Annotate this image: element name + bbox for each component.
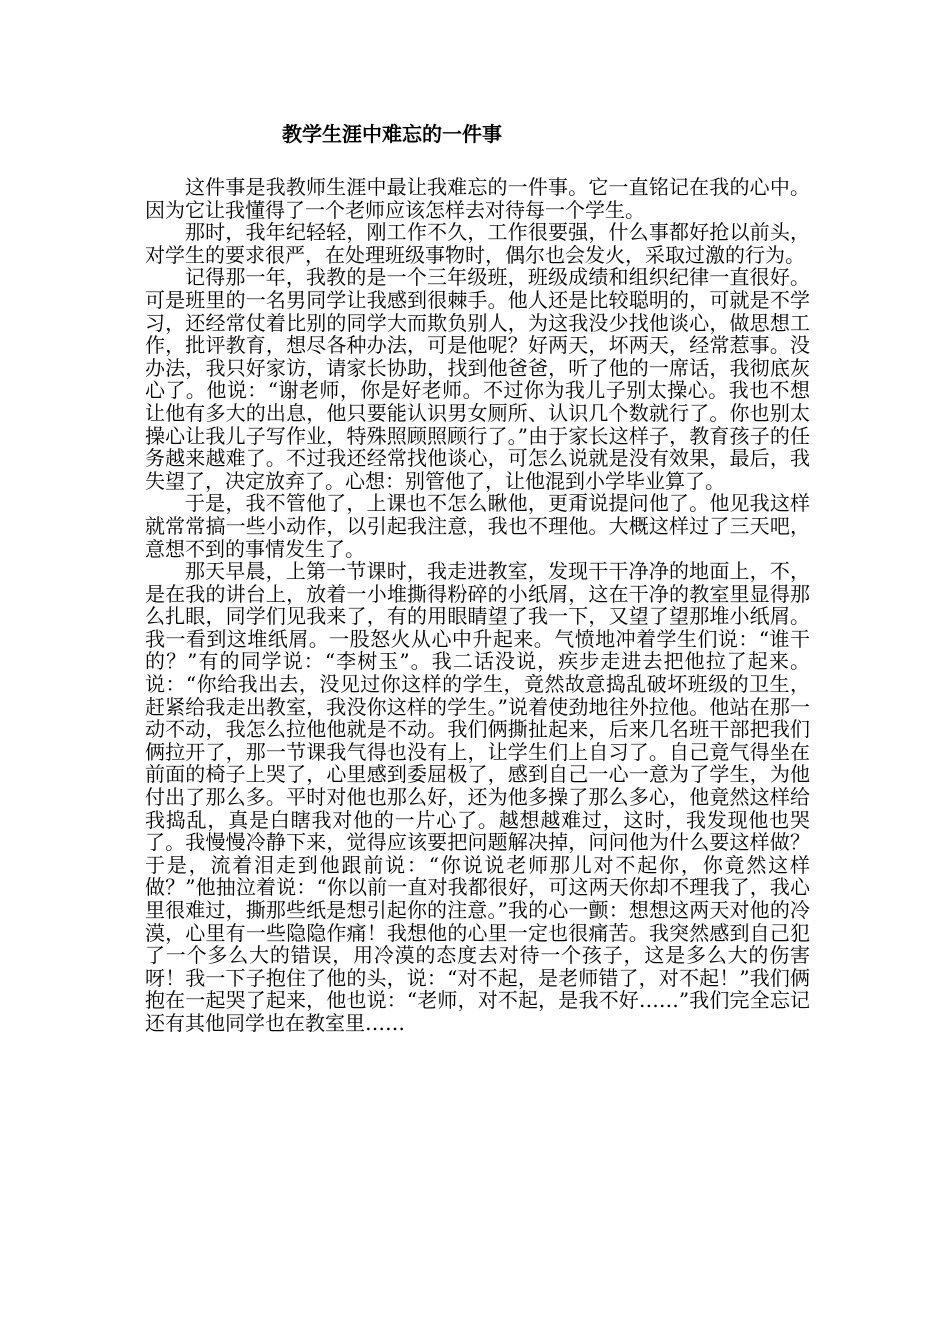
document-title: 教学生涯中难忘的一件事 — [282, 122, 502, 146]
paragraph-1: 这件事是我教师生涯中最让我难忘的一件事。它一直铭记在我的心中。因为它让我懂得了一个老师应该怎样去对待每一个学生。 — [145, 175, 810, 222]
document-body — [145, 176, 810, 1035]
document-page — [145, 120, 810, 1035]
paragraph-4: 于是，我不管他了，上课也不怎么瞅他，更甭说提问他了。他见我这样就常常搞一些小动作，以引起我注意，我也不理他。大概这样过了三天吧，意想不到的事情发生了。 — [145, 491, 810, 561]
paragraph-3: 记得那一年，我教的是一个三年级班，班级成绩和组织纪律一直很好。可是班里的一名男同学让我感到很棘手。他人还是比较聪明的，可就是不学习，还经常仗着比别的同学大而欺负别人，为这我没少找他谈心，做思想工作，批评教育，想尽各种办法，可是他呢？好两天，坏两天，经常惹事。没办法，我只好家访，请家长协助，找到他爸爸，听了他的一席话，我彻底灰心了。他说：“谢老师，你是好老师。不过你为我儿子别太操心。我也不想让他有多大的出息，他只要能认识男女厕所、认识几个数就行了。你也别太操心让我儿子写作业，特殊照顾照顾行了。”由于家长这样子，教育孩子的任务越来越难了。不过我还经常找他谈心，可怎么说就是没有效果，最后，我失望了，决定放弃了。心想：别管他了，让他混到小学毕业算了。 — [145, 265, 810, 493]
paragraph-5: 那天早晨，上第一节课时，我走进教室，发现干干净净的地面上，不，是在我的讲台上，放着一小堆撕得粉碎的小纸屑，这在干净的教室里显得那么扎眼，同学们见我来了，有的用眼睛望了我一下，又望了望那堆小纸屑。我一看到这堆纸屑。一股怒火从心中升起来。气愤地冲着学生们说：“谁干的？”有的同学说：“李树玉”。我二话没说，疾步走进去把他拉了起来。说：“你给我出去，没见过你这样的学生，竟然故意捣乱破坏班级的卫生，赶紧给我走出教室，我没你这样的学生。”说着使劲地往外拉他。他站在那一动不动，我怎么拉他他就是不动。我们俩撕扯起来，后来几名班干部把我们俩拉开了，那一节课我气得也没有上，让学生们上自习了。自己竟气得坐在前面的椅子上哭了，心里感到委屈极了，感到自己一心一意为了学生，为他付出了那么多。平时对他也那么好，还为他多操了那么多心，他竟然这样给我捣乱，真是白瞎我对他的一片心了。越想越难过，这时，我发现他也哭了。我慢慢冷静下来，觉得应该要把问题解决掉，问问他为什么要这样做？于是，流着泪走到他跟前说：“你说说老师那儿对不起你，你竟然这样做？”他抽泣着说：“你以前一直对我都很好，可这两天你却不理我了，我心里很难过，撕那些纸是想引起你的注意。”我的心一颤：想想这两天对他的冷漠，心里有一些隐隐作痛！我想他的心里一定也很痛苦。我突然感到自己犯了一个多么大的错误，用冷漠的态度去对待一个孩子，这是多么大的伤害呀！我一下子抱住了他的头，说：“对不起，是老师错了，对不起！”我们俩抱在一起哭了起来，他也说：“老师，对不起，是我不好……”我们完全忘记还有其他同学也在教室里…… — [145, 559, 810, 1035]
paragraph-2: 那时，我年纪轻轻，刚工作不久，工作很要强，什么事都好抢以前头，对学生的要求很严，在处理班级事物时，偶尔也会发火，采取过激的行为。 — [145, 220, 810, 267]
